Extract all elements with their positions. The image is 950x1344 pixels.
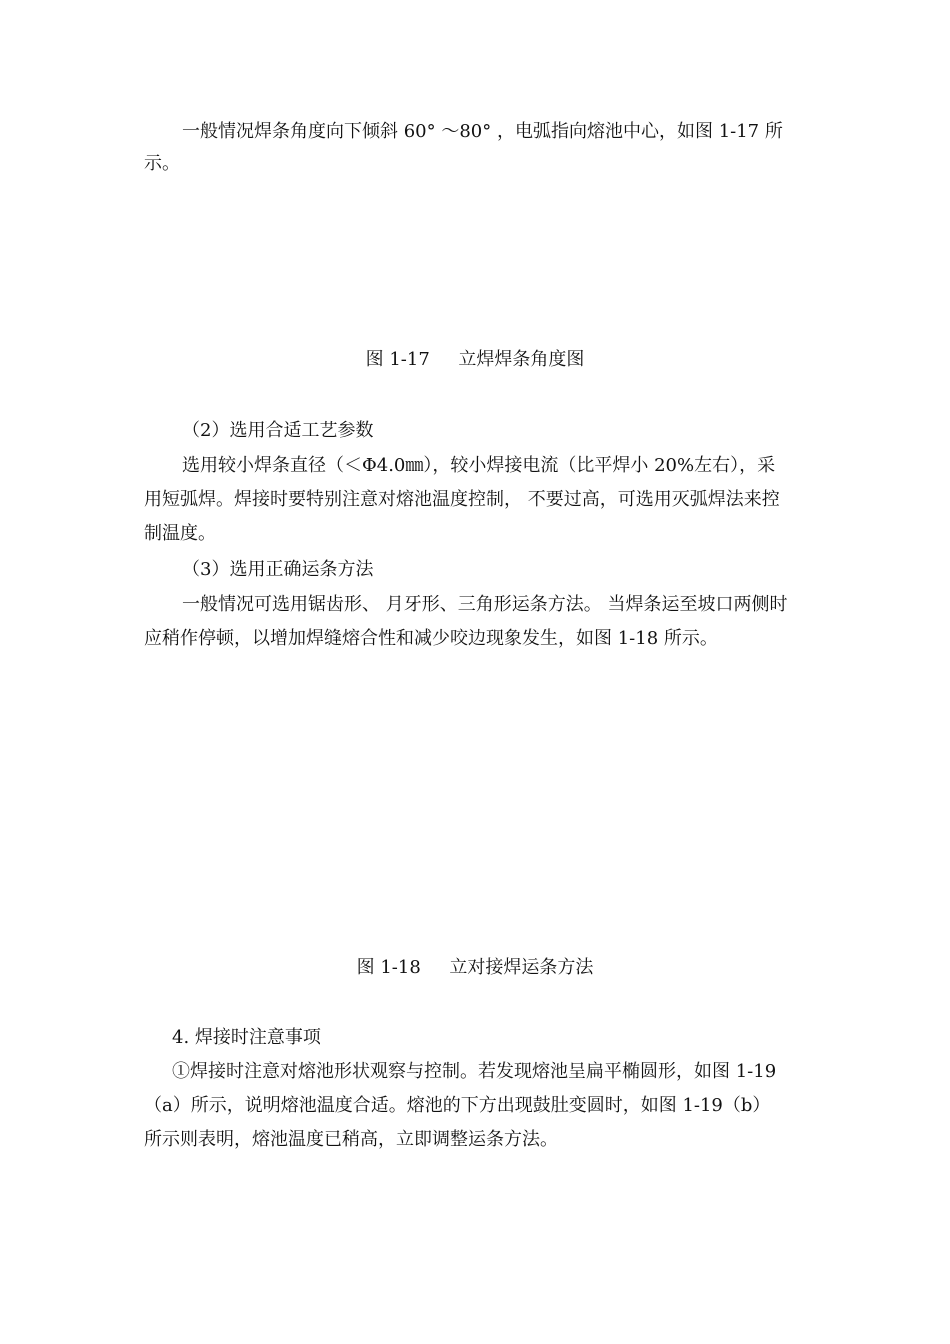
paragraph-2-line-2: 用短弧焊。焊接时要特别注意对熔池温度控制， 不要过高，可选用灭弧焊法来控 [144, 489, 780, 510]
section-2-heading: （2）选用合适工艺参数 [182, 420, 374, 441]
paragraph-2-line-3: 制温度。 [144, 523, 216, 544]
paragraph-4-line-2: （a）所示，说明熔池温度合适。熔池的下方出现鼓肚变圆时，如图 1-19（b） [144, 1095, 771, 1116]
section-3-heading: （3）选用正确运条方法 [182, 559, 374, 580]
paragraph-4-line-1: ①焊接时注意对熔池形状观察与控制。若发现熔池呈扁平椭圆形，如图 1-19 [172, 1061, 777, 1082]
paragraph-3-line-2: 应稍作停顿，以增加焊缝熔合性和减少咬边现象发生，如图 1-18 所示。 [144, 628, 718, 649]
paragraph-1-line-2: 示。 [144, 153, 180, 174]
paragraph-1-line-1: 一般情况焊条角度向下倾斜 60° ～80° ，电弧指向熔池中心，如图 1-17 所 [182, 121, 783, 142]
paragraph-3-line-1: 一般情况可选用锯齿形、 月牙形、三角形运条方法。 当焊条运至坡口两侧时 [182, 594, 788, 615]
paragraph-4-line-3: 所示则表明，熔池温度已稍高，立即调整运条方法。 [144, 1129, 558, 1150]
section-4-heading: 4. 焊接时注意事项 [172, 1027, 321, 1048]
figure-1-17-caption: 图 1-17 立焊焊条角度图 [365, 349, 585, 370]
figure-1-18-caption: 图 1-18 立对接焊运条方法 [356, 957, 594, 978]
paragraph-2-line-1: 选用较小焊条直径（＜Φ4.0㎜），较小焊接电流（比平焊小 20%左右），采 [182, 455, 776, 476]
